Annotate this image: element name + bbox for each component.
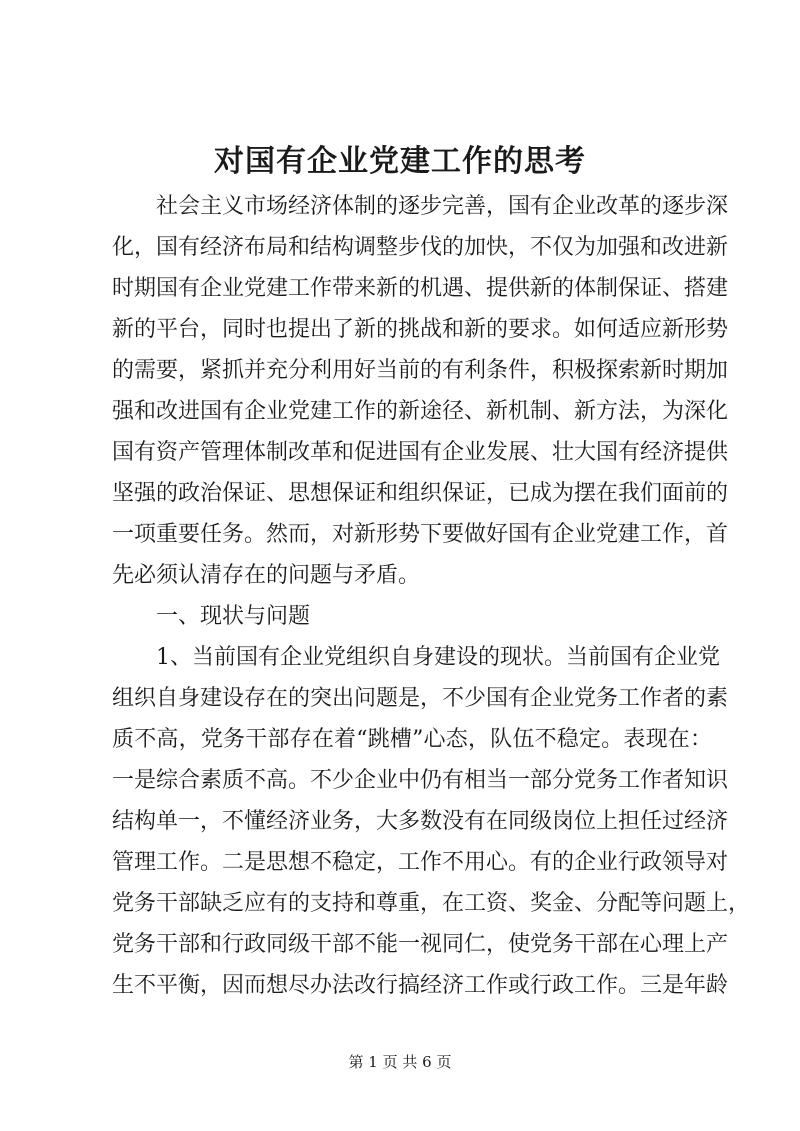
paragraph-line: 一是综合素质不高。不少企业中仍有相当一部分党务工作者知识 xyxy=(112,768,729,793)
paragraph-line: 时期国有企业党建工作带来新的机遇、提供新的体制保证、搭建 xyxy=(112,276,729,301)
paragraph-line: 党务干部和行政同级干部不能一视同仁，使党务干部在心理上产 xyxy=(112,932,729,957)
page-number: 第 1 页 共 6 页 xyxy=(348,1053,452,1071)
paragraph-line: 先必须认清存在的问题与矛盾。 xyxy=(112,563,421,588)
paragraph-line: 社会主义市场经济体制的逐步完善，国有企业改革的逐步深 xyxy=(156,194,729,219)
paragraph-line: 党务干部缺乏应有的支持和尊重，在工资、奖金、分配等问题上， xyxy=(112,891,751,916)
paragraph-line: 新的平台，同时也提出了新的挑战和新的要求。如何适应新形势 xyxy=(112,317,729,342)
paragraph-line: 化，国有经济布局和结构调整步伐的加快，不仅为加强和改进新 xyxy=(112,235,729,260)
paragraph-line: 坚强的政治保证、思想保证和组织保证，已成为摆在我们面前的 xyxy=(112,481,729,506)
paragraph-line: 结构单一，不懂经济业务，大多数没有在同级岗位上担任过经济 xyxy=(112,809,729,834)
paragraph-line: 组织自身建设存在的突出问题是，不少国有企业党务工作者的素 xyxy=(112,686,729,711)
paragraph-line: 质不高，党务干部存在着“跳槽”心态，队伍不稳定。表现在： xyxy=(112,727,712,752)
section-heading: 一、现状与问题 xyxy=(156,604,311,629)
paragraph-line: 国有资产管理体制改革和促进国有企业发展、壮大国有经济提供 xyxy=(112,440,729,465)
document-title: 对国有企业党建工作的思考 xyxy=(214,144,586,179)
paragraph-line: 的需要，紧抓并充分利用好当前的有利条件，积极探索新时期加 xyxy=(112,358,729,383)
paragraph-line: 强和改进国有企业党建工作的新途径、新机制、新方法，为深化 xyxy=(112,399,729,424)
paragraph-line: 1、当前国有企业党组织自身建设的现状。当前国有企业党 xyxy=(156,645,720,670)
paragraph-line: 一项重要任务。然而，对新形势下要做好国有企业党建工作，首 xyxy=(112,522,729,547)
document-body xyxy=(112,186,751,1006)
paragraph-line: 管理工作。二是思想不稳定，工作不用心。有的企业行政领导对 xyxy=(112,850,729,875)
paragraph-line: 生不平衡，因而想尽办法改行搞经济工作或行政工作。三是年龄 xyxy=(112,973,729,998)
